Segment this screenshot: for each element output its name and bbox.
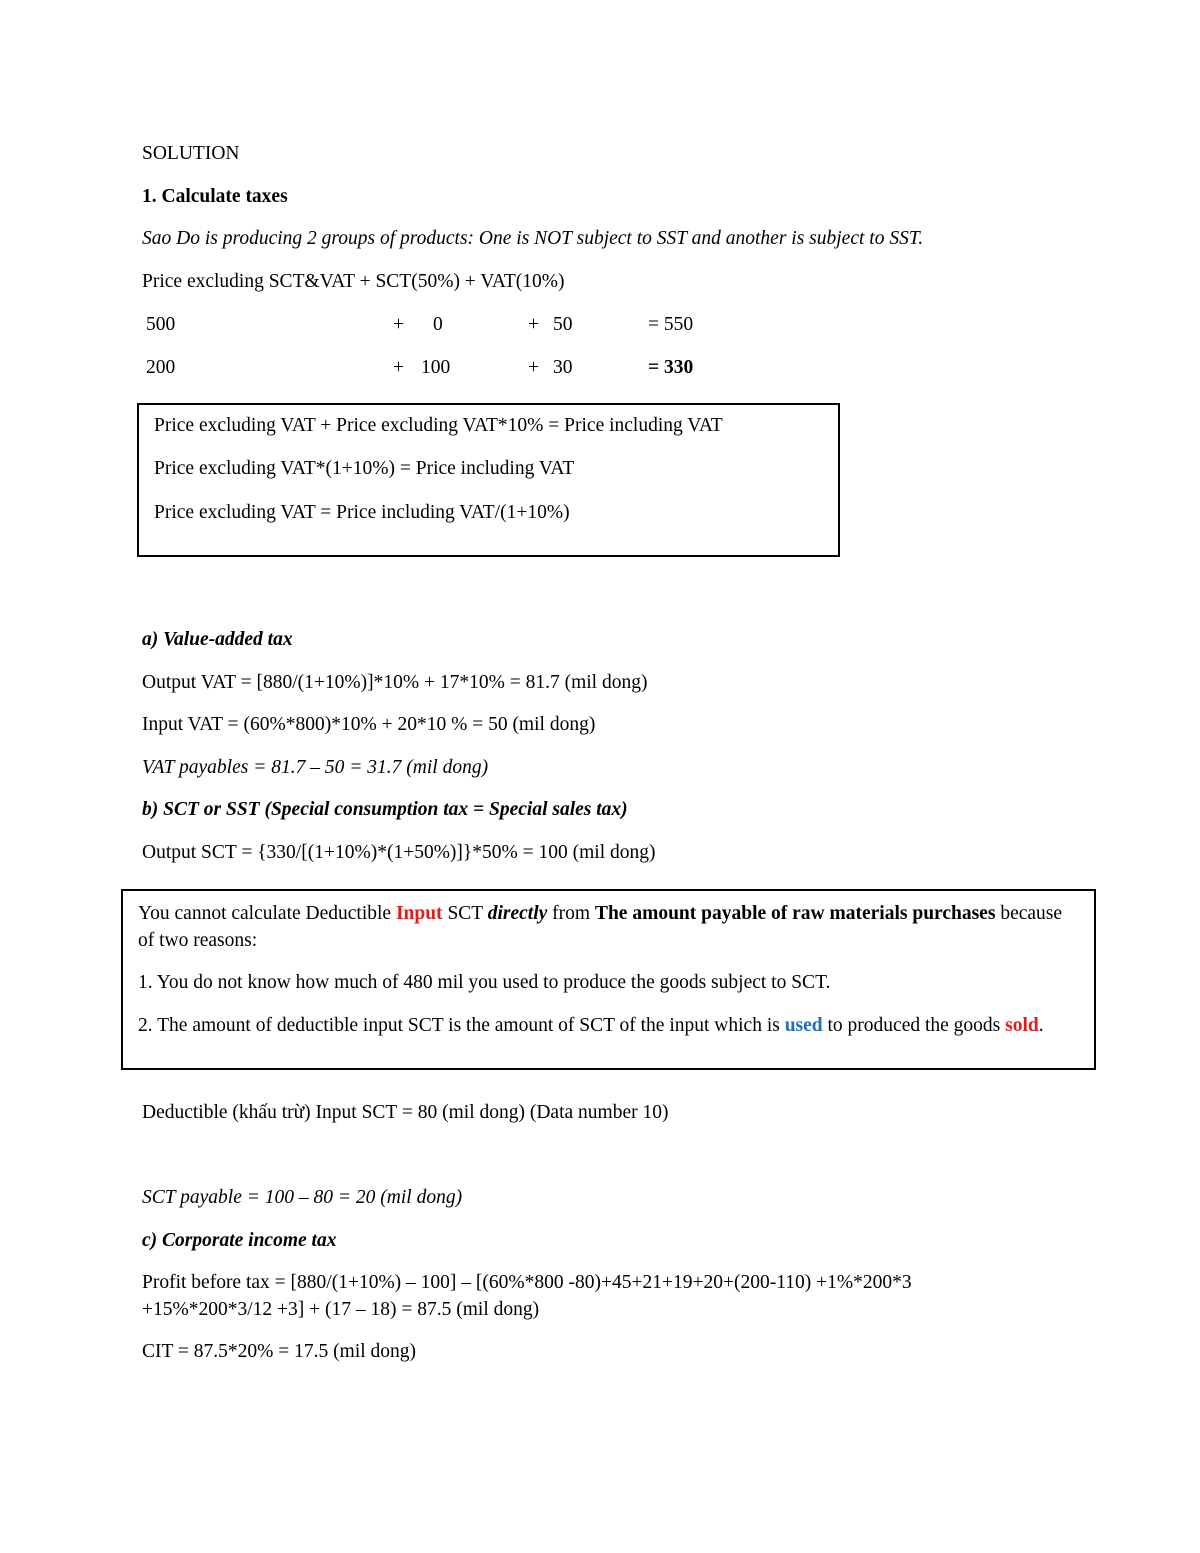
row-plus: + xyxy=(528,357,539,378)
cit-section-title: c) Corporate income tax xyxy=(142,1230,337,1251)
formula-line: Price excluding VAT*(1+10%) = Price including VAT xyxy=(154,458,575,479)
note-text: . xyxy=(1038,1015,1044,1036)
sct-section-title: b) SCT or SST (Special consumption tax = Special sales tax) xyxy=(142,799,628,820)
note-paragraph xyxy=(138,900,1078,954)
note-directly: directly xyxy=(487,903,548,924)
sct-payable: SCT payable = 100 – 80 = 20 (mil dong) xyxy=(142,1187,463,1208)
row-price: 200 xyxy=(146,357,176,378)
row-plus: + xyxy=(393,357,404,378)
row-price: 500 xyxy=(146,314,176,335)
input-vat: Input VAT = (60%*800)*10% + 20*10 % = 50 (mil dong) xyxy=(142,714,596,735)
row-total: = 550 xyxy=(648,314,694,335)
section-title-calculate-taxes: 1. Calculate taxes xyxy=(142,186,288,207)
note-text: 2. The amount of deductible input SCT is the amount of SCT of the input which is xyxy=(138,1015,785,1036)
formula-box xyxy=(137,403,840,557)
heading: SOLUTION xyxy=(142,143,240,164)
note-text: You cannot calculate Deductible xyxy=(138,903,396,924)
cit-result: CIT = 87.5*20% = 17.5 (mil dong) xyxy=(142,1341,417,1362)
deductible-input-sct: Deductible (khấu trừ) Input SCT = 80 (mil dong) (Data number 10) xyxy=(142,1102,669,1123)
note-box xyxy=(121,889,1096,1070)
row-total: = 330 xyxy=(648,357,694,378)
price-table-header: Price excluding SCT&VAT + SCT(50%) + VAT(10%) xyxy=(142,271,565,292)
output-vat: Output VAT = [880/(1+10%)]*10% + 17*10% = 81.7 (mil dong) xyxy=(142,672,648,693)
profit-before-tax-line-1: Profit before tax = [880/(1+10%) – 100] – [(60%*800 -80)+45+21+19+20+(200-110) +1%*200*3 xyxy=(142,1272,912,1293)
note-input-highlight: Input xyxy=(395,903,443,924)
intro-text: Sao Do is producing 2 groups of products: One is NOT subject to SST and another is subject to SST. xyxy=(142,228,924,249)
row-vat: 50 xyxy=(553,314,573,335)
note-sold-highlight: sold xyxy=(1005,1015,1039,1036)
note-used-highlight: used xyxy=(784,1015,823,1036)
row-vat: 30 xyxy=(553,357,573,378)
formula-line: Price excluding VAT = Price including VAT/(1+10%) xyxy=(154,502,570,523)
note-bold-phrase: The amount payable of raw materials purchases xyxy=(594,903,996,924)
note-text: to produced the goods xyxy=(822,1015,1006,1036)
vat-section-title: a) Value-added tax xyxy=(142,629,293,650)
note-text: SCT xyxy=(442,903,488,924)
note-reason-1: 1. You do not know how much of 480 mil you used to produce the goods subject to SCT. xyxy=(138,972,831,993)
formula-line: Price excluding VAT + Price excluding VAT*10% = Price including VAT xyxy=(154,415,723,436)
row-plus: + xyxy=(393,314,404,335)
note-text: from xyxy=(547,903,595,924)
row-sct: 0 xyxy=(433,314,443,335)
row-plus: + xyxy=(528,314,539,335)
profit-before-tax-line-2: +15%*200*3/12 +3] + (17 – 18) = 87.5 (mil dong) xyxy=(142,1299,540,1320)
output-sct: Output SCT = {330/[(1+10%)*(1+50%)]}*50% = 100 (mil dong) xyxy=(142,842,656,863)
note-text: because of two reasons: xyxy=(138,903,1063,951)
note-reason-2 xyxy=(138,1012,1078,1039)
row-sct: 100 xyxy=(421,357,451,378)
vat-payable: VAT payables = 81.7 – 50 = 31.7 (mil dong) xyxy=(142,757,489,778)
